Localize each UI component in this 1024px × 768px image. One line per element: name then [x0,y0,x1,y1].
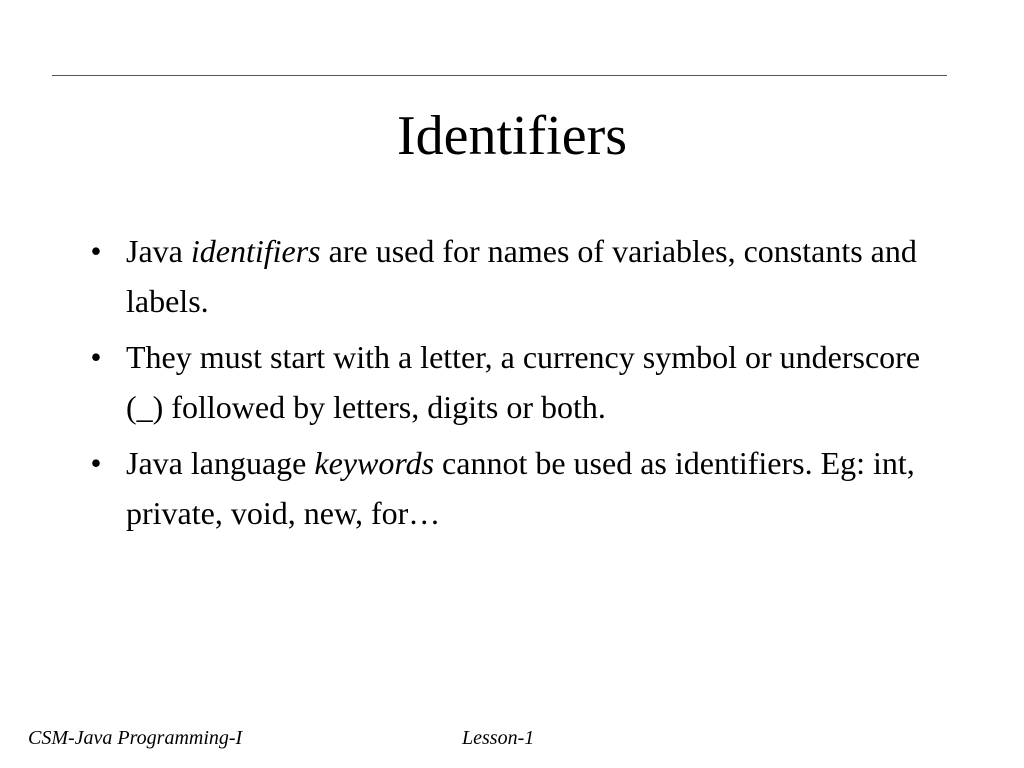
bullet-dot-icon: • [90,339,102,375]
slide-title: Identifiers [396,105,628,167]
bullet-emphasis: identifiers [190,233,321,269]
footer-course-name: CSM-Java Programming-I [28,727,243,749]
bullet-text-part: cannot be used as identifiers. Eg: int, private, void, new, for… [126,445,915,531]
bullet-item-keywords [86,438,956,538]
bullet-dot-icon: • [90,233,102,269]
bullet-item-identifiers-purpose [86,226,956,326]
bullet-item-identifier-rules [86,332,956,432]
bullet-text-part: are used for names of variables, constants and labels. [126,233,917,319]
bullet-text-part: They must start with a letter, a currency symbol or underscore (_) followed by letters, digits or both. [126,339,921,425]
bullet-list [86,226,956,544]
bullet-text-part: Java language [126,445,315,481]
footer-lesson-label: Lesson-1 [462,727,535,749]
top-divider [52,75,947,76]
bullet-dot-icon: • [90,445,102,481]
bullet-emphasis: keywords [314,445,435,481]
bullet-text-part: Java [126,233,191,269]
